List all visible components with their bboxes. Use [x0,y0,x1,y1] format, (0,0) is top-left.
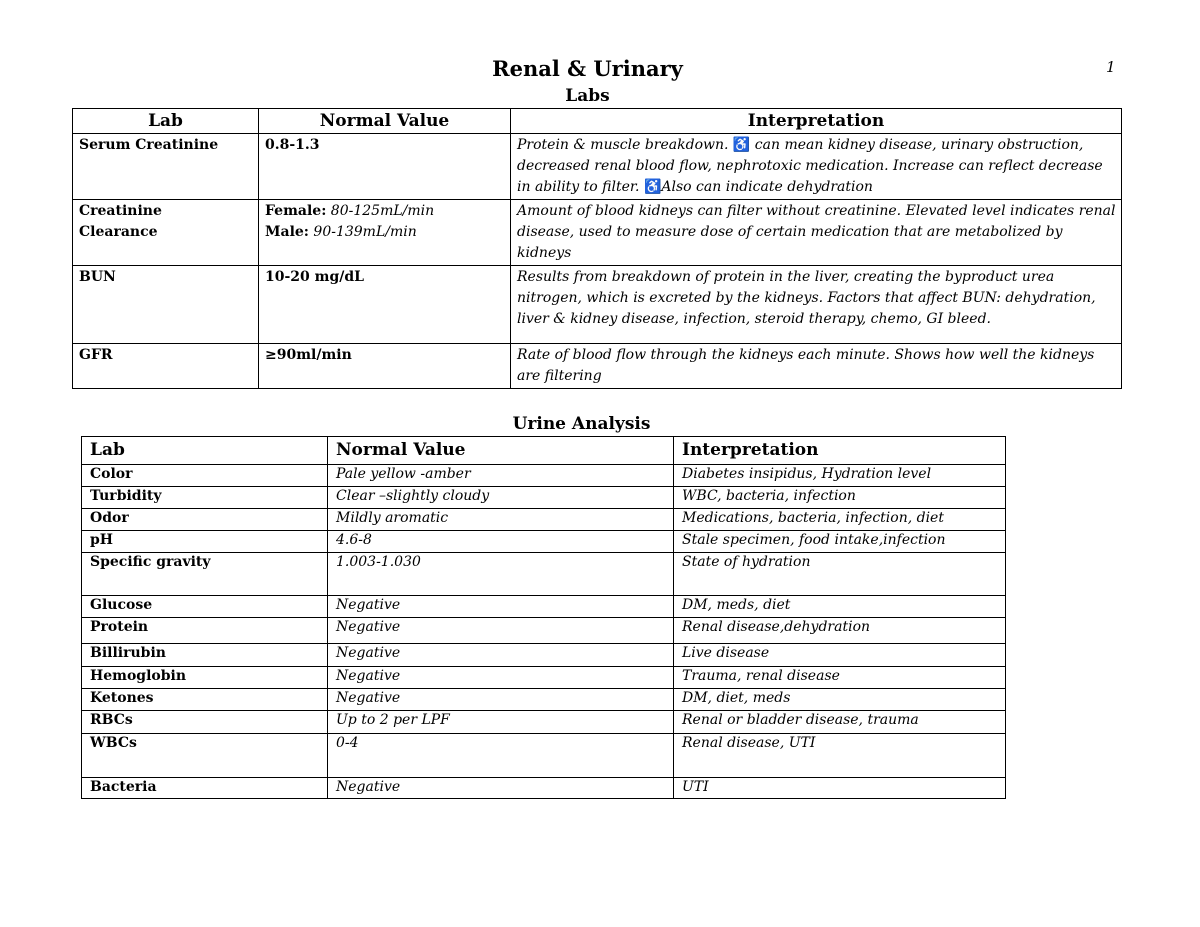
table-row [82,644,1006,667]
section-title-urine-analysis: Urine Analysis [512,414,651,434]
lab-name: Odor [82,509,328,531]
interpretation: Live disease [674,644,1006,667]
lab-name: Color [82,465,328,487]
normal-value: 10-20 mg/dL [259,266,511,344]
table-row [82,618,1006,644]
wheelchair-icon: ♿ [732,137,751,153]
table-header-row [82,437,1006,465]
lab-name: RBCs [82,711,328,734]
lab-name: Billirubin [82,644,328,667]
table-row [82,596,1006,618]
table-row [82,553,1006,596]
interpretation: Trauma, renal disease [674,667,1006,689]
interpretation: Amount of blood kidneys can filter without creatinine. Elevated level indicates renal disease, used to measure dose of certain medication that are metabolized by kidneys [511,200,1122,266]
normal-value: Negative [328,644,674,667]
lab-name: pH [82,531,328,553]
lab-name: Bacteria [82,778,328,799]
normal-value: Negative [328,667,674,689]
table-row [82,487,1006,509]
interpretation: Rate of blood flow through the kidneys each minute. Shows how well the kidneys are filtering [511,344,1122,389]
male-label: Male: [265,224,309,240]
labs-table [72,108,1122,389]
lab-name: Specific gravity [82,553,328,596]
lab-name: Serum Creatinine [73,134,259,200]
interpretation-text: can mean kidney disease, urinary obstruction, decreased renal blood flow, nephrotoxic medication. Increase can reflect decrease in ability to filter. [517,137,1103,195]
column-header: Normal Value [328,437,674,465]
table-row [82,465,1006,487]
urine-analysis-table [81,436,1006,799]
table-row [82,689,1006,711]
normal-value [259,200,511,266]
interpretation: Results from breakdown of protein in the liver, creating the byproduct urea nitrogen, which is excreted by the kidneys. Factors that affect BUN: dehydration, liver & kidney disease, infection, steroid therapy, chemo, GI bleed. [511,266,1122,344]
interpretation: Stale specimen, food intake,infection [674,531,1006,553]
interpretation: Renal disease, UTI [674,734,1006,778]
column-header: Interpretation [511,109,1122,134]
lab-name-line: Clearance [79,224,158,240]
normal-value: Clear –slightly cloudy [328,487,674,509]
normal-value: 0.8-1.3 [259,134,511,200]
table-row [73,266,1122,344]
interpretation: State of hydration [674,553,1006,596]
interpretation: UTI [674,778,1006,799]
wheelchair-icon: ♿ [643,179,662,195]
interpretation-text: Also can indicate dehydration [661,179,873,195]
interpretation: Renal disease,dehydration [674,618,1006,644]
normal-value: 1.003-1.030 [328,553,674,596]
table-row [82,531,1006,553]
normal-value: Up to 2 per LPF [328,711,674,734]
column-header: Lab [82,437,328,465]
table-row [73,134,1122,200]
table-row [82,667,1006,689]
lab-name: GFR [73,344,259,389]
normal-value: Negative [328,778,674,799]
interpretation: DM, meds, diet [674,596,1006,618]
normal-value: Negative [328,689,674,711]
lab-name: BUN [73,266,259,344]
normal-value: Mildly aromatic [328,509,674,531]
table-row [82,509,1006,531]
male-value: 90-139mL/min [308,224,417,240]
lab-name: Hemoglobin [82,667,328,689]
page-number: 1 [1106,58,1116,76]
female-label: Female: [265,203,327,219]
interpretation: Renal or bladder disease, trauma [674,711,1006,734]
column-header: Lab [73,109,259,134]
normal-value: 4.6-8 [328,531,674,553]
page-title: Renal & Urinary [492,56,683,81]
lab-name: Protein [82,618,328,644]
section-title-labs: Labs [565,86,610,106]
lab-name [73,200,259,266]
interpretation: Diabetes insipidus, Hydration level [674,465,1006,487]
table-row [82,778,1006,799]
lab-name: Turbidity [82,487,328,509]
normal-value: 0-4 [328,734,674,778]
normal-value: ≥90ml/min [259,344,511,389]
table-row [82,734,1006,778]
normal-value: Pale yellow -amber [328,465,674,487]
interpretation: WBC, bacteria, infection [674,487,1006,509]
interpretation: DM, diet, meds [674,689,1006,711]
table-row [73,200,1122,266]
female-value: 80-125mL/min [326,203,435,219]
lab-name: Glucose [82,596,328,618]
table-header-row [73,109,1122,134]
interpretation: Medications, bacteria, infection, diet [674,509,1006,531]
column-header: Normal Value [259,109,511,134]
table-row [82,711,1006,734]
interpretation [511,134,1122,200]
column-header: Interpretation [674,437,1006,465]
lab-name-line: Creatinine [79,203,162,219]
lab-name: Ketones [82,689,328,711]
normal-value: Negative [328,596,674,618]
lab-name: WBCs [82,734,328,778]
table-row [73,344,1122,389]
interpretation-text: Protein & muscle breakdown. [517,137,733,153]
normal-value: Negative [328,618,674,644]
